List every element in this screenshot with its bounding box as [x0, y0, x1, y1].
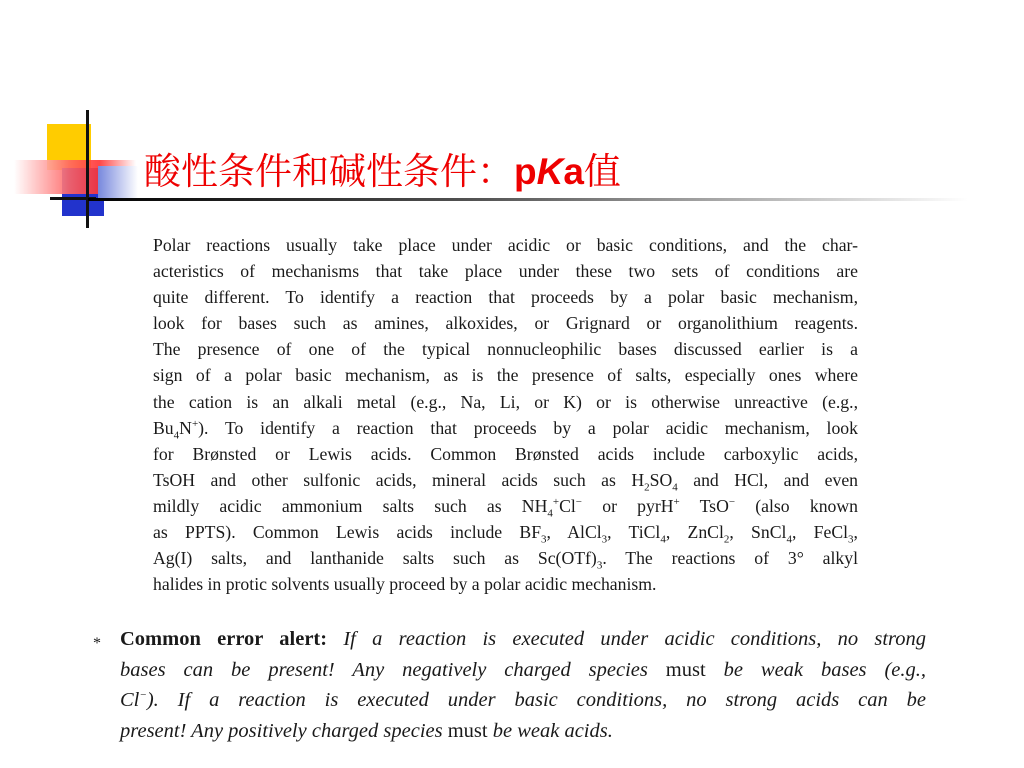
paragraph-line: halides in protic solvents usually proceed by a polar acidic mechanism.: [153, 574, 657, 595]
paragraph-line: Ag(I) salts, and lanthanide salts such as $Sc(OTf)_3$. The reactions of 3° alkyl: [153, 548, 858, 572]
paragraph-line: acteristics of mechanisms that take place under these two sets of conditions are: [153, 261, 858, 282]
body-paragraph: [153, 232, 858, 597]
decor-blue-shade: [98, 166, 138, 198]
title-underline: [88, 198, 968, 201]
paragraph-line: TsOH and other sulfonic acids, mineral acids such as $H_2SO_4$ and HCl, and even: [153, 469, 859, 494]
paragraph-line: $Bu_4N^+$). To identify a reaction that proceeds by a polar acidic mechanism, look: [153, 417, 858, 442]
paragraph-line: the cation is an alkali metal (e.g., Na, Li, or K) or is otherwise unreactive (e.g.,: [153, 391, 858, 412]
decor-vertical-line: [86, 110, 89, 228]
alert-line: bases can be present! Any negatively charged species must be weak bases (e.g.,: [120, 658, 927, 681]
paragraph-line: mildly acidic ammonium salts such as $NH_4^+Cl^-$ or pyrH+ TsO− (also known: [153, 495, 858, 520]
paragraph-line: for Brønsted or Lewis acids. Common Brønsted acids include carboxylic acids,: [153, 443, 858, 464]
error-alert: [93, 624, 933, 746]
paragraph-line: The presence of one of the typical nonnucleophilic bases discussed earlier is a: [153, 339, 858, 360]
alert-line: Cl−). If a reaction is executed under basic conditions, no strong acids can be: [120, 689, 926, 711]
bullet-star-icon: *: [93, 635, 101, 652]
page-title: 酸性条件和碱性条件：pKa值: [144, 150, 621, 193]
paragraph-line: as PPTS). Common Lewis acids include $BF_3$, AlCl$_3$, TiCl$_4$, ZnCl$_2$, SnCl$_4$, FeCl$_3$,: [153, 522, 858, 546]
paragraph-line: Polar reactions usually take place under acidic or basic conditions, and the char-: [153, 235, 858, 255]
pka-symbol: pKa: [514, 151, 584, 192]
alert-line: present! Any positively charged species must be weak acids.: [120, 719, 613, 742]
paragraph-line: sign of a polar basic mechanism, as is the presence of salts, especially ones where: [153, 365, 858, 386]
alert-label: Common error alert:: [120, 628, 328, 650]
paragraph-line: look for bases such as amines, alkoxides, or Grignard or organolithium reagents.: [153, 313, 858, 334]
paragraph-line: quite different. To identify a reaction that proceeds by a polar basic mechanism,: [153, 287, 858, 308]
alert-line: Common error alert: If a reaction is executed under acidic conditions, no strong: [120, 628, 927, 650]
